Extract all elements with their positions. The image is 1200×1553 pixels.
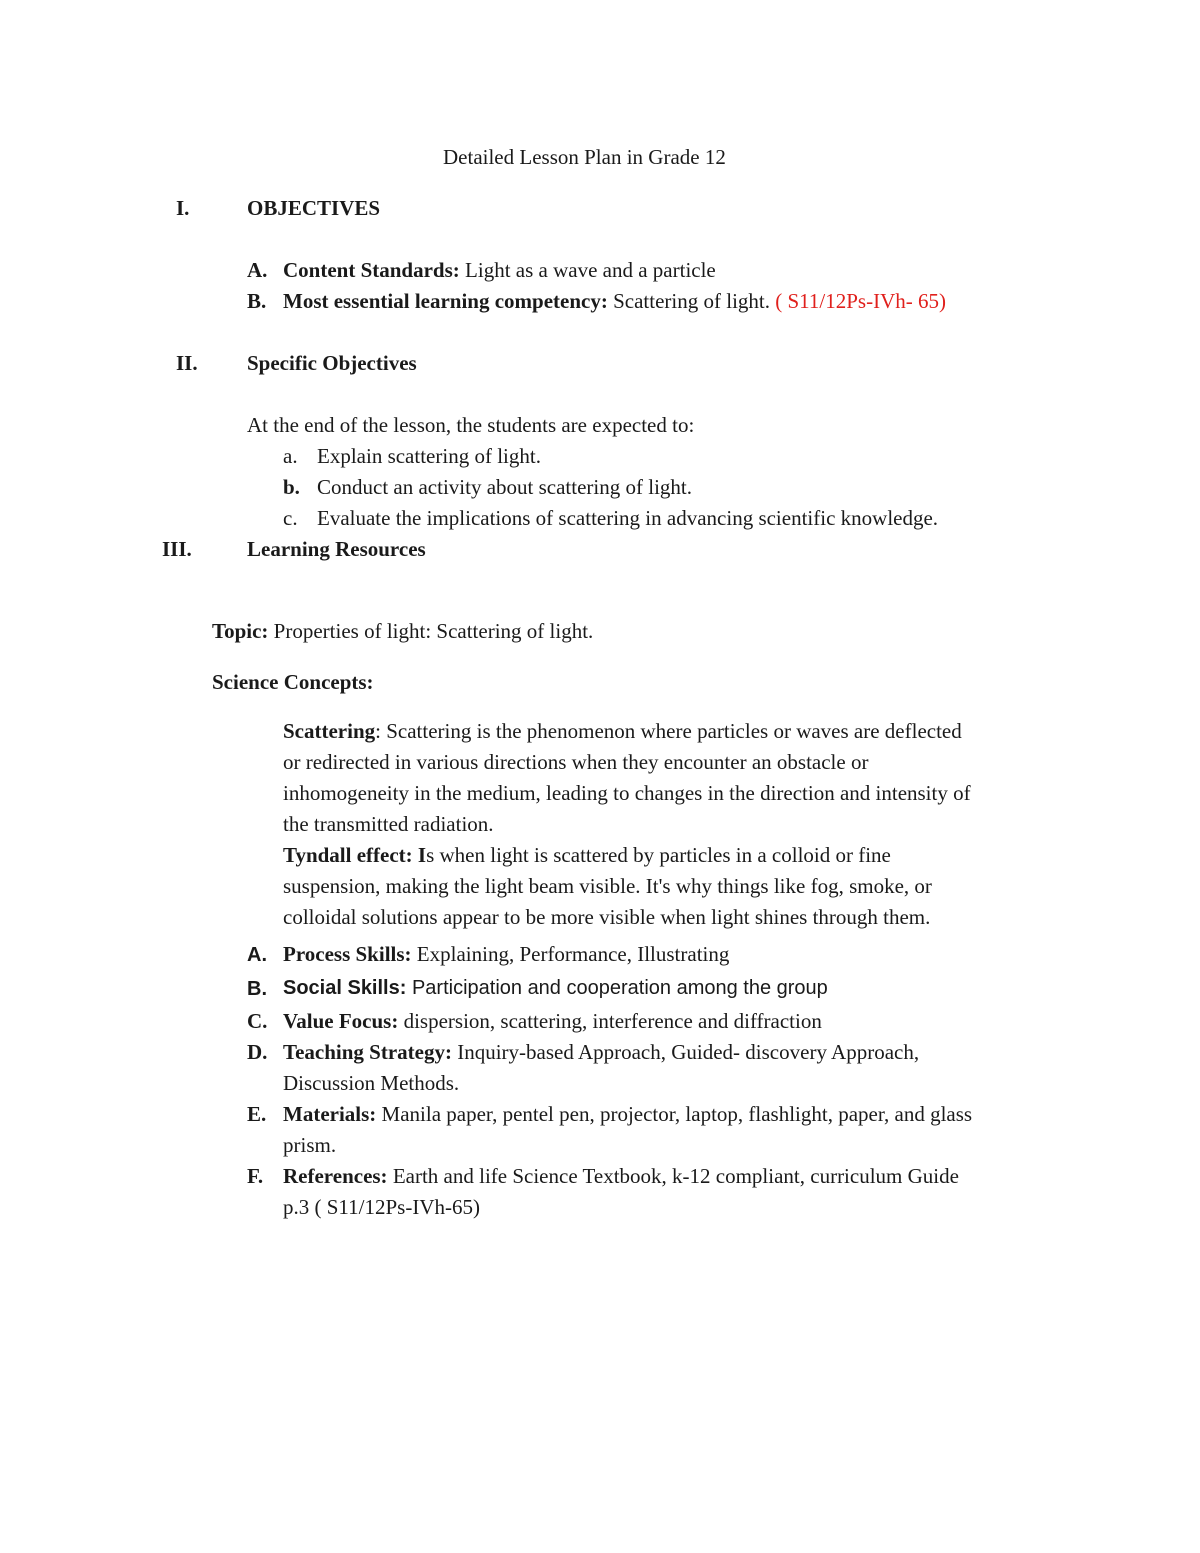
objective-label: Content Standards: <box>283 258 460 282</box>
list-label: References: <box>283 1164 388 1188</box>
topic-label: Topic: <box>212 619 269 643</box>
scattering-text: : Scattering is the phenomenon where particles or waves are deflected <box>375 719 962 743</box>
tyndall-line-3: colloidal solutions appear to be more visible when light shines through them. <box>283 905 931 929</box>
specific-intro: At the end of the lesson, the students are expected to: <box>247 413 695 437</box>
specific-item-b: Conduct an activity about scattering of light. <box>317 475 692 499</box>
list-item-social-skills <box>283 978 828 998</box>
tyndall-label: Tyndall effect: I <box>283 843 427 867</box>
section-heading-specific-objectives: Specific Objectives <box>247 351 417 375</box>
list-letter-a: A. <box>247 944 267 966</box>
list-label: Materials: <box>283 1102 377 1126</box>
objective-text: Light as a wave and a particle <box>459 258 716 282</box>
list-label: Process Skills: <box>283 942 412 966</box>
list-item-references <box>283 1166 959 1187</box>
list-text: Participation and cooperation among the group <box>406 977 828 999</box>
tyndall-line-1 <box>283 845 891 866</box>
objective-label: Most essential learning competency: <box>283 289 608 313</box>
objective-letter-a: A. <box>247 258 268 282</box>
objective-letter-b: B. <box>247 289 267 313</box>
topic-line <box>212 621 593 642</box>
objective-item-competency <box>283 291 946 312</box>
list-label: Teaching Strategy: <box>283 1040 452 1064</box>
list-letter-d: D. <box>247 1040 268 1064</box>
section-heading-learning-resources: Learning Resources <box>247 537 426 561</box>
scattering-line-1 <box>283 721 962 742</box>
tyndall-text: s when light is scattered by particles in a colloid or fine <box>426 843 891 867</box>
scattering-label: Scattering <box>283 719 376 743</box>
list-letter-e: E. <box>247 1102 267 1126</box>
specific-letter-b: b. <box>283 475 300 499</box>
section-numeral-3: III. <box>162 537 192 561</box>
list-item-process-skills <box>283 944 729 965</box>
objective-text: Scattering of light. <box>607 289 770 313</box>
list-item-teaching-strategy-cont: Discussion Methods. <box>283 1071 460 1095</box>
list-letter-b: B. <box>247 978 267 1000</box>
science-concepts-heading: Science Concepts: <box>212 670 374 694</box>
list-text: dispersion, scattering, interference and diffraction <box>398 1009 822 1033</box>
list-item-materials-cont: prism. <box>283 1133 337 1157</box>
list-text: Earth and life Science Textbook, k-12 compliant, curriculum Guide <box>387 1164 959 1188</box>
scattering-line-4: the transmitted radiation. <box>283 812 494 836</box>
list-item-teaching-strategy <box>283 1042 919 1063</box>
specific-letter-c: c. <box>283 506 298 530</box>
scattering-line-3: inhomogeneity in the medium, leading to changes in the direction and intensity of <box>283 781 971 805</box>
document-title: Detailed Lesson Plan in Grade 12 <box>443 145 726 169</box>
list-letter-f: F. <box>247 1164 264 1188</box>
tyndall-line-2: suspension, making the light beam visible. It's why things like fog, smoke, or <box>283 874 932 898</box>
list-text: Explaining, Performance, Illustrating <box>411 942 730 966</box>
list-item-value-focus <box>283 1011 822 1032</box>
list-text: Inquiry-based Approach, Guided- discovery Approach, <box>451 1040 920 1064</box>
scattering-line-2: or redirected in various directions when they encounter an obstacle or <box>283 750 869 774</box>
specific-letter-a: a. <box>283 444 298 468</box>
objective-item-content-standards <box>283 260 716 281</box>
competency-code: ( S11/12Ps-IVh- 65) <box>770 289 946 313</box>
topic-text: Properties of light: Scattering of light. <box>268 619 594 643</box>
specific-item-c: Evaluate the implications of scattering in advancing scientific knowledge. <box>317 506 939 530</box>
list-item-materials <box>283 1104 972 1125</box>
list-text: Manila paper, pentel pen, projector, laptop, flashlight, paper, and glass <box>376 1102 973 1126</box>
list-item-references-cont: p.3 ( S11/12Ps-IVh-65) <box>283 1195 480 1219</box>
specific-item-a: Explain scattering of light. <box>317 444 541 468</box>
list-label: Value Focus: <box>283 1009 399 1033</box>
section-heading-objectives: OBJECTIVES <box>247 196 381 220</box>
list-letter-c: C. <box>247 1009 268 1033</box>
section-numeral-1: I. <box>176 196 190 220</box>
section-numeral-2: II. <box>176 351 198 375</box>
list-label: Social Skills: <box>283 977 407 999</box>
